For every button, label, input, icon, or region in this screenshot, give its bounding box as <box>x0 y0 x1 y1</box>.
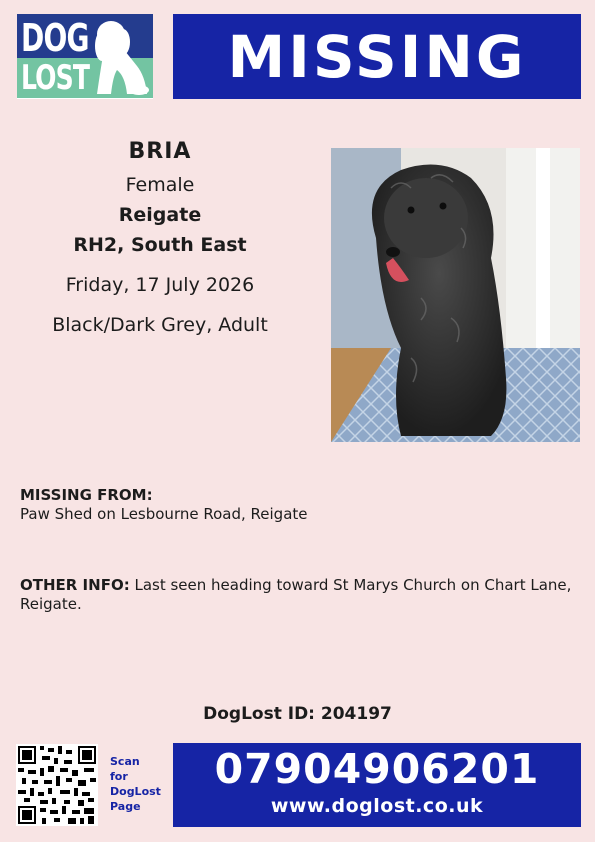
doglost-id: DogLost ID: 204197 <box>203 704 392 724</box>
other-info-text: Last seen heading toward St Marys Church on Chart Lane, Reigate. <box>20 576 572 613</box>
missing-from-label: MISSING FROM: <box>20 486 153 504</box>
other-info-label: OTHER INFO: <box>20 576 130 594</box>
dog-area: RH2, South East <box>73 234 247 256</box>
missing-banner: MISSING <box>173 14 581 99</box>
contact-phone[interactable]: 07904906201 <box>214 745 540 793</box>
scan-line-2: for <box>110 770 128 783</box>
logo-word-dog: DOG <box>21 16 89 60</box>
missing-from-text: Paw Shed on Lesbourne Road, Reigate <box>20 505 308 523</box>
scan-line-1: Scan <box>110 755 140 768</box>
dog-photo <box>331 148 580 442</box>
dog-description: Black/Dark Grey, Adult <box>52 314 268 336</box>
dog-name: BRIA <box>128 139 192 164</box>
contact-box <box>173 743 581 827</box>
scan-caption <box>110 754 170 814</box>
dog-town: Reigate <box>118 204 202 226</box>
doglost-logo <box>17 14 153 99</box>
other-info-section <box>20 576 580 614</box>
website-link[interactable]: www.doglost.co.uk <box>270 795 484 817</box>
scan-line-3: DogLost <box>110 785 161 798</box>
missing-from-section <box>20 486 580 524</box>
missing-date: Friday, 17 July 2026 <box>65 274 255 296</box>
dog-silhouette-icon <box>81 16 151 98</box>
logo-word-lost: LOST <box>21 58 90 98</box>
dog-sex: Female <box>125 174 195 196</box>
qr-code[interactable] <box>16 744 98 826</box>
scan-line-4: Page <box>110 800 141 813</box>
